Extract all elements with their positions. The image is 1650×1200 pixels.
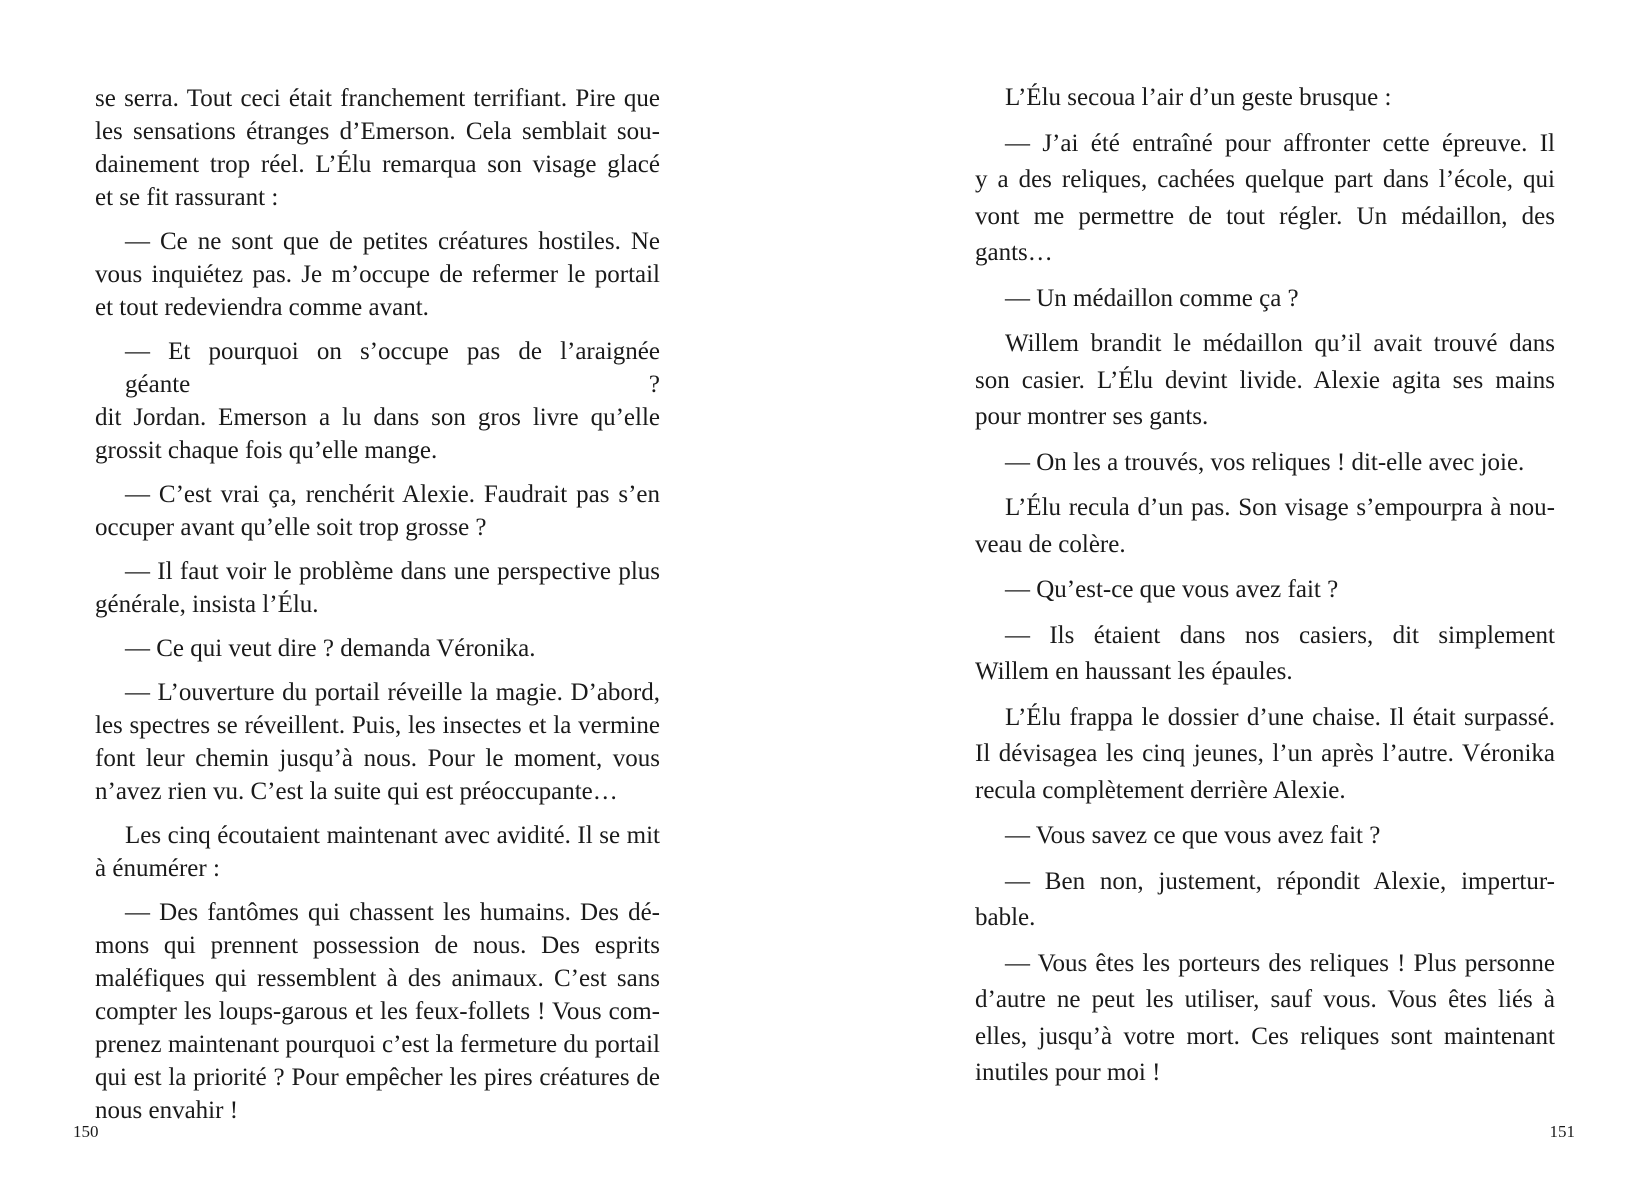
text-line: n’avez rien vu. C’est la suite qui est préoccupante… [95, 778, 618, 805]
text-line: d’autre ne peut les utiliser, sauf vous. Vous êtes liés à [975, 986, 1555, 1013]
text-line: pour montrer ses gants. [975, 403, 1209, 430]
text-line: maléfiques qui ressemblent à des animaux. C’est sans [95, 965, 660, 992]
paragraph [975, 818, 1555, 855]
text-line: — On les a trouvés, vos reliques ! dit-elle avec joie. [1005, 448, 1525, 476]
text-line: générale, insista l’Élu. [95, 591, 319, 618]
paragraph [975, 126, 1555, 272]
paragraph [975, 946, 1555, 1092]
text-line: Willem brandit le médaillon qu’il avait trouvé dans [1005, 330, 1555, 357]
text-line: Les cinq écoutaient maintenant avec avidité. Il se mit [125, 822, 660, 849]
text-line: dainement trop réel. L’Élu remarqua son visage glacé [95, 151, 660, 178]
paragraph [975, 326, 1555, 436]
text-line: — Il faut voir le problème dans une perspective plus [125, 558, 660, 585]
text-line: grossit chaque fois qu’elle mange. [95, 437, 438, 464]
left-page-number: 150 [73, 1122, 99, 1141]
text-line: vont me permettre de tout régler. Un médaillon, des [975, 202, 1555, 230]
text-line: occuper avant qu’elle soit trop grosse ? [95, 514, 487, 541]
text-line: nous envahir ! [95, 1097, 239, 1124]
text-line: — C’est vrai ça, renchérit Alexie. Faudrait pas s’en [125, 481, 660, 508]
text-line: compter les loups-garous et les feux-follets ! Vous com- [95, 998, 660, 1025]
paragraph [975, 864, 1555, 937]
text-line: mons qui prennent possession de nous. Des esprits [95, 932, 660, 959]
paragraph [975, 700, 1555, 810]
text-line: y a des reliques, cachées quelque part dans l’école, qui [975, 166, 1555, 193]
text-line: vous inquiétez pas. Je m’occupe de refermer le portail [95, 261, 660, 288]
text-line: — Ils étaient dans nos casiers, dit simplement [1005, 621, 1555, 649]
text-line: les sensations étranges d’Emerson. Cela semblait sou- [95, 118, 660, 145]
text-line: les spectres se réveillent. Puis, les insectes et la vermine [95, 712, 660, 739]
text-line: — L’ouverture du portail réveille la magie. D’abord, [125, 679, 660, 706]
text-line: L’Élu frappa le dossier d’une chaise. Il était surpassé. [1005, 703, 1555, 731]
text-line: et tout redeviendra comme avant. [95, 294, 429, 321]
text-line: recula complètement derrière Alexie. [975, 776, 1346, 804]
right-page-text [975, 80, 1555, 1092]
text-line: inutiles pour moi ! [975, 1059, 1161, 1086]
text-line: Willem en haussant les épaules. [975, 658, 1293, 685]
text-line: — Un médaillon comme ça ? [1005, 284, 1299, 312]
paragraph [975, 618, 1555, 691]
right-page-number: 151 [1549, 1122, 1575, 1141]
text-line: font leur chemin jusqu’à nous. Pour le moment, vous [95, 745, 660, 772]
text-line: dit Jordan. Emerson a lu dans son gros livre qu’elle [95, 404, 660, 431]
text-line: gants… [975, 239, 1053, 266]
text-line: — Vous savez ce que vous avez fait ? [1005, 822, 1381, 849]
text-line: son casier. L’Élu devint livide. Alexie agita ses mains [975, 366, 1555, 394]
text-line: Il dévisagea les cinq jeunes, l’un après l’autre. Véronika [975, 740, 1555, 767]
text-line: — Ce ne sont que de petites créatures hostiles. Ne [125, 228, 660, 255]
text-line: prenez maintenant pourquoi c’est la fermeture du portail [95, 1031, 660, 1058]
text-line: — Ben non, justement, répondit Alexie, impertur- [1005, 867, 1555, 895]
text-line: L’Élu secoua l’air d’un geste brusque : [1005, 84, 1392, 111]
text-line: qui est la priorité ? Pour empêcher les pires créatures de [95, 1064, 660, 1091]
paragraph [975, 445, 1555, 482]
text-line: veau de colère. [975, 530, 1126, 558]
paragraph [975, 281, 1555, 318]
paragraph [975, 572, 1555, 609]
text-line: à énumérer : [95, 855, 220, 882]
text-line: — J’ai été entraîné pour affronter cette épreuve. Il [1005, 129, 1555, 157]
text-line: L’Élu recula d’un pas. Son visage s’empourpra à nou- [1005, 494, 1555, 521]
text-line: et se fit rassurant : [95, 184, 279, 211]
text-line: se serra. Tout ceci était franchement terrifiant. Pire que [95, 85, 660, 112]
text-line: — Des fantômes qui chassent les humains. Des dé- [125, 899, 660, 926]
text-line: — Ce qui veut dire ? demanda Véronika. [125, 635, 536, 662]
paragraph [975, 80, 1555, 117]
text-line: bable. [975, 904, 1036, 931]
text-line: — Et pourquoi on s’occupe pas de l’araignée géante ? [125, 338, 660, 398]
text-line: elles, jusqu’à votre mort. Ces reliques sont maintenant [975, 1022, 1555, 1050]
text-line: — Vous êtes les porteurs des reliques ! Plus personne [1005, 949, 1555, 977]
text-line: — Qu’est-ce que vous avez fait ? [1005, 576, 1339, 603]
paragraph [975, 490, 1555, 563]
